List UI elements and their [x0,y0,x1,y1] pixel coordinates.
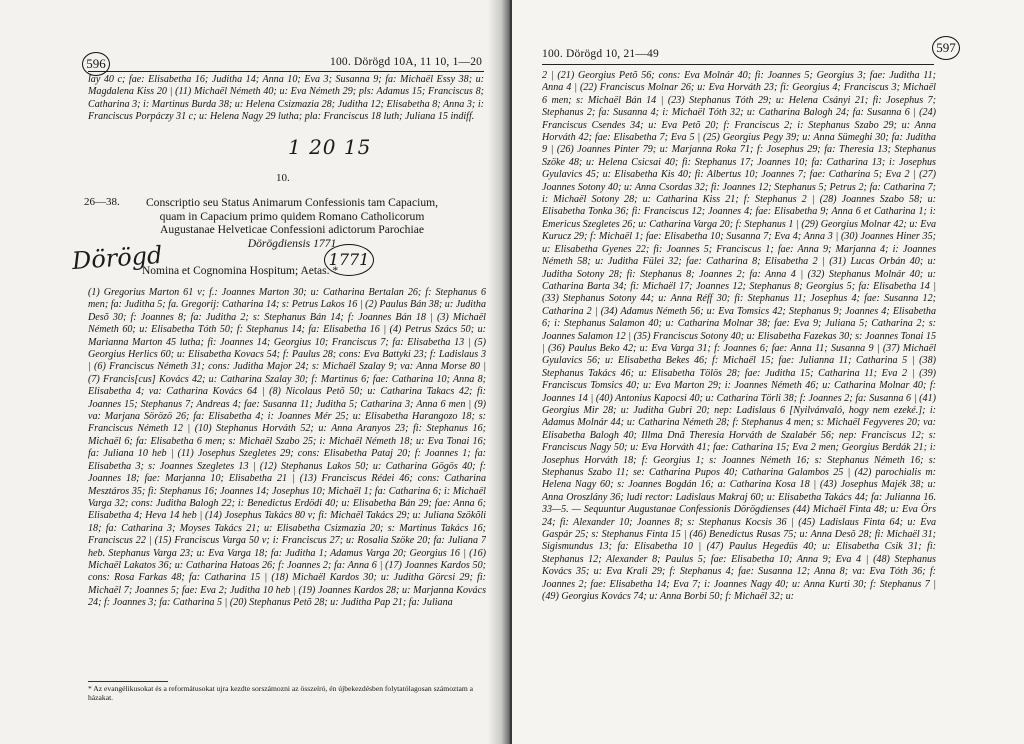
footnote: * Az evangélikusokat és a reformátusokat ujra kezdte sorszámozni az összeíró, én újbekezdésben folytatólagosan számoztam a házakat. [88,684,474,703]
right-running-header: 100. Dörögd 10, 21—49 [542,48,659,60]
section-range: 26—38. [84,196,120,208]
left-header-rule [88,71,484,72]
title-line-4: Dörögdiensis 1771 [247,236,337,250]
right-page-number: 597 [932,36,960,60]
left-body-text: (1) Gregorius Marton 61 v; f.: Joannes Marton 30; u: Catharina Bertalan 26; f: Stephanus 6 men; fa: Juditha 5; fa. Gregorij: Catharina 14; s: Petrus Lakos 16 | (2) Paulus Bán 38; u: Juditha Desõ 30; f: Joannes 8; fa: Juditha 2; s: Stephanus Bán 14; f: Joannes Bán 18 | (3) Michaël Németh 60; u: Elisabetha Tóth 50; f: Stephanus 14; fa: Elisabetha 16 | (4) Petrus Szács 50; u: Marianna Marton 45 lutha; fi: Joannes 14; Georgius 10; Franciscus 7; fa: Elisabetha 13 | (5) Georgius Herlics 60; u: Elisabetha Kovacs 54; f: Paulus 28; cons: Eva Battyki 23; f: Ladislaus 3 | (6) Franciscus Németh 31; cons: Juditha Major 24; s: Michaël Szalay 9; va: Anna Morse 80 | (7) Francis[cus] Kovács 42; u: Catharina Szalay 30; f: Martinus 6; fae: Catharina 10; Anna 8; Elisabetha 4; va: Catharina Kovács 64 | (8) Nicolaus Petõ 50; u: Catharina Takacs 42; fi: Joannes 15; Stephanus 7; Andreas 4; fae: Susanna 11; Juditha 5; Catharina 3; Anna 6 men | (9) va: Marjana Sörözö 26; fa: Elisabetha 4; i: Joannes Mér 25; u: Elisabetha Harangozo 18; s: Franciscus Németh 12 | (10) Stephanus Horváth 52; u: Anna Aranyos 23; fi: Stephanus 16; Michaël 6; fa: Elisabetha 6 men; s: Michaël Szabo 25; i: Michaël Németh 18; u: Eva Tonai 16; fa: Juliana 10 heb | (11) Josephus Szegletes 29; cons: Elisabetha Pataj 20; f: Joannes 1; fa: Elisabetha 3; s: Joannes Szegletes 13 | (12) Stephanus Lakos 50; u: Catharina Gögös 40; f: Joannes 18; fae: Marjanna 10; Elisabetha 21 | (13) Franciscus Rédei 46; cons: Catharina Mesztáros 35; fi: Stephanus 16; Joannes 14; Josephus 10; Michaël 1; fa: Catharina 6; i: Michaël Varga 32; cons: Juditha Balogh 22; i: Benedictus Erdödi 40; u: Elisabetha Bán 29; fae: Anna 6; Elisabetha 4; Heva 14 heb | (14) Josephus Takács 80 v; fi: Michaël Takács 29; u: Juliana Szökõli 18; fa: Catharina 3; Moyses Takács 21; u: Elisabetha Csizmazia 20; s: Martinus Takács 16; Franciscus 22 | (15) Franciscus Varga 50 v; i: Franciscus 27; u: Rosalia Szöke 20; fa: Juliana 7 heb. Stephanus Varga 23; u: Eva Varga 18; fa: Juditha 1; Adamus Varga 20; Georgius 16 | (16) Michaël Lakatos 36; u: Catharina Hatoas 26; f: Joannes 2; fa: Anna 6 | (17) Joannes Kardos 50; cons: Rosa Farkas 48; fa: Catharina 15 | (18) Michaël Kardos 30; u: Juditha Görcsi 29; fi: Michaël 7; Joannes 5; fae: Eva 2; Juditha 10 heb | (19) Joannes Kardos 28; u: Marjanna Kovács 24; f: Joannes 3; fa: Catharina 5 | (20) Stephanus Petõ 28; u: Juditha Pap 21; fa: Juliana [88,287,486,609]
left-page [0,0,508,744]
document-title [122,196,462,250]
left-page-number: 596 [82,52,110,76]
handwritten-note: 1 20 15 [288,135,372,159]
left-intro-paragraph: lay 40 c; fae: Elisabetha 16; Juditha 14; Anna 10; Eva 3; Susanna 9; fa: Michaël Essy 38; u: Magdalena Kiss 20 | (11) Michaël Németh 40; u: Eva Németh 29; pls: Adamus 15; Franciscus 8; Catharina 3; i: Martinus Burda 38; u: Helena Csizmazia 28; Juditha 12; Elisabetha 8; Anna 3; i: Franciscus Porpáczy 31 c; u: Helena Nagy 29 lutha; pla: Franciscus 18 luth; Juliana 15 indiff. [88,74,484,123]
section-number: 10. [276,172,290,184]
title-line-3: Augustanae Helveticae Confessioni adictorum Parochiae [160,223,424,236]
left-running-header: 100. Dörögd 10A, 11 10, 1—20 [330,56,483,68]
handwritten-place-name: Dörögd [71,240,164,276]
title-line-2: quam in Capacium primo quidem Romano Catholicorum [159,209,425,223]
column-heading: Nomina et Cognomina Hospitum; Aetas. * [142,265,339,277]
right-header-rule [542,64,934,65]
title-line-1: Conscriptio seu Status Animarum Confessionis tam Capacium, [145,196,439,209]
footnote-rule [88,681,168,682]
right-body-text: 2 | (21) Georgius Petõ 56; cons: Eva Molnár 40; fi: Joannes 5; Georgius 3; fae: Juditha 11; Anna 4 | (22) Franciscus Molnar 26; u: Eva Horváth 23; fi: Georgius 4; Franciscus 3; Michaël 6 men; s: Michaël Bán 14 | (23) Stephanus Tóth 29; u: Helena Csányi 21; fi: Josephus 7; Stephanus 2; fa: Susanna 4; i: Michaël Tóth 32; u: Catharina Balogh 24; fa: Susanna 6 | (24) Franciscus Csendes 34; u: Eva Petõ 20; f: Franciscus 2; i: Stephanus Szabo 29; u: Anna Horváth 42; fae: Elisabetha 7; Eva 5 | (25) Georgius Pegy 39; u: Anna Sümeghi 30; fa: Juditha 9 | (26) Joannes Pinter 79; u: Marjanna Roka 71; f: Josephus 29; fa: Theresia 13; Stephanus Szöke 48; u: Helena Csicsai 40; fi: Stephanus 17; Joannes 10; fa: Catharina 13; i: Josephus Gyulavics 45; u: Elisabetha Kis 40; fi: Albertus 10; Joannes 7; fae: Catharina 5; Eva 2 | (27) Joannes Sotony 40; u: Anna Csordas 32; fi: Joannes 12; Stephanus 5; Petrus 2; fa: Catharina 7; i: Michaël Sotony 28; u: Catharina Kiss 21; f: Stephanus 2 | (28) Joannes Szabo 58; u: Elisabetha Tonka 36; fi: Franciscus 12; Joannes 4; fae: Elisabetha 9; Anna 6 et Catharina 1; i: Emericus Szegletes 26; u: Catharina Varga 20; f: Stephanus 1 | (29) Georgius Molnar 42; u: Eva Kurucz 29; f: Michaël 1; fae: Elisabetha 10; Susanna 7; Eva 4; Anna 3 | (30) Joannes Hiner 35; u: Elisabetha Gyenes 22; fi: Joannes 5; Franciscus 1; fae: Anna 9; Marjanna 4; i: Joannes Németh 58; u: Juditha Fülei 32; fae: Catharina 8; Elisabetha 2 | (31) Lucas Orbán 40; u: Juditha Sotony 28; fi: Stephanus 8; Joannes 2; fa: Anna 4 | (32) Stephanus Molnár 40; u: Catharina Barta 34; fi: Michaël 17; Joannes 12; Stephanus 8; Georgius 5; fa: Elisabetha 14 | (33) Stephanus Sotony 44; u: Anna Réff 30; fi: Stephanus 11; Josephus 4; fae: Susanna 12; Catharina 2 | (34) Adamus Németh 56; u: Eva Tomsics 42; Stephanus 9; Joannes 4; Elisabetha 6; i: Stephanus Salamon 40; u: Catharina Molnar 38; fae: Eva 9; Juliana 5; Catharina 2; s: Joannes Salamon 12 | (35) Franciscus Sotony 40; u: Elisabetha Fazekas 30; s: Joannes Tonai 15 | (36) Paulus Beko 42; u: Eva Varga 31; f: Joannes 6; fae: Anna 11; Susanna 9 | (37) Michaël Gyulavics 56; u: Elisabetha Bekes 46; f: Michaël 15; fae: Julianna 11; Catharina 5 | (38) Stephanus Takács 46; u: Elisabetha Tölös 28; fae: Juditha 15; Catharina 11; Eva 2 | (39) Franciscus Tomsics 40; u: Eva Marton 29; i: Joannes Németh 46; u: Catharina Molnar 40; f: Joannes 14 | (40) Antonius Kapocsi 40; u: Catharina Törli 38; f: Joannes 2; fa: Susanna 6 | (41) Georgius Mir 28; u: Juditha Gubri 20; nep: Ladislaus 6 [Nyilvánvaló, hogy nem ezeké.]; i: Adamus Molnár 44; u: Catharina Németh 28; f: Stephanus 4 men; s: Michaël Fegyveres 20; va: Elisabetha Balogh 40; Illma Dnã Theresia Horváth de Szalabér 56; nep: Franciscus 12; s: Franciscus Nagy 50; u: Eva Horváth 41; fae: Catharina 15; Eva 2 men; Georgius Berdák 21; i: Josephus Horváth 18; f: Georgius 1; s: Joannes Németh 16; s: Stephanus Németh 16; s: Stephanus Szabo 11; se: Catharina Pupos 40; Catharina Galambos 25 | (42) parochialis m: Helena Nagy 60; s: Joannes Bogdán 16; a: Catharina Kosa 18 | (43) Josephus Majék 38; u: Anna Oroszlány 36; ludi rector: Ladislaus Makraj 60; u: Elisabetha Takács 44; fa: Julianna 16. 33—5. — Sequuntur Augustanae Confessionis Dörögdienses (44) Michaël Finta 48; u: Eva Örs 24; fi: Alexander 10; Joannes 8; s: Stephanus Kocsis 36 | (45) Ladislaus Finta 64; u: Eva Gaspár 25; s: Stephanus Finta 15 | (46) Benedictus Rusas 75; u: Anna Desõ 28; fi: Michaël 31; Sigismundus 13; fa: Elisabetha 10 | (47) Paulus Hegedüs 40; u: Elisabetha Csik 31; fi: Stephanus 12; Alexander 8; Paulus 5; fae: Elisabetha 10; Anna 9; Eva 4 | (48) Stephanus Kovács 35; u: Eva Krali 29; f: Stephanus 4; fae: Susanna 12; Anna 8; va: Eva Tóth 36; f: Joannes 2; fae: Elisabetha 14; Eva 7; i: Joannes Nagy 40; u: Anna Kurti 30; f: Stephanus 7 | (49) Georgius Kovács 74; u: Anna Borbi 50; f: Michaël 32; u: [542,70,936,603]
right-page [512,0,1024,744]
handwritten-year-circle: 1771 [324,244,374,276]
